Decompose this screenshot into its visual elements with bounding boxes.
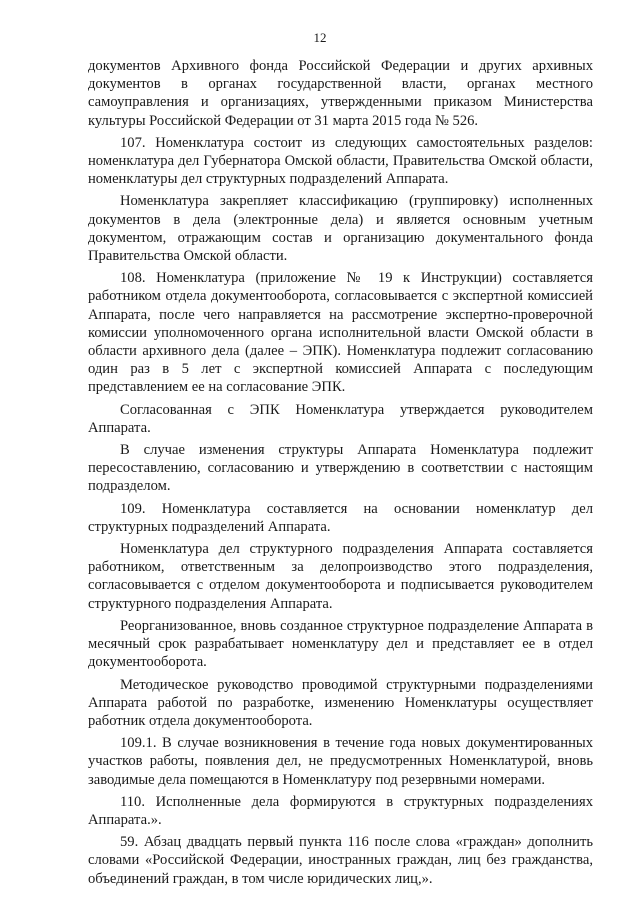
paragraph: Согласованная с ЭПК Номенклатура утверждается руководителем Аппарата.: [88, 401, 593, 436]
paragraph: документов Архивного фонда Российской Федерации и других архивных документов в органах государственной власти, органах местного самоуправления и организациях, утвержденными приказом Министерства культуры Российской Федерации от 31 марта 2015 года № 526.: [88, 58, 593, 129]
paragraph: 59. Абзац двадцать первый пункта 116 после слова «граждан» дополнить словами «Российской Федерации, иностранных граждан, лиц без гражданства, объединений граждан, в том числе юридических лиц,».: [88, 834, 593, 887]
paragraph: Методическое руководство проводимой структурными подразделениями Аппарата работой по разработке, изменению Номенклатуры осуществляет работник отдела документооборота.: [88, 676, 593, 729]
paragraph: 109. Номенклатура составляется на основании номенклатур дел структурных подразделений Аппарата.: [88, 500, 593, 535]
paragraph: Реорганизованное, вновь созданное структурное подразделение Аппарата в месячный срок разрабатывает номенклатуру дел и представляет ее в отдел документооборота.: [88, 617, 593, 671]
page-number: 12: [313, 30, 327, 45]
paragraph: 108. Номенклатура (приложение № 19 к Инструкции) составляется работником отдела документооборота, согласовывается с экспертной комиссией Аппарата, после чего направляется на рассмотрение экспертно-проверочной комиссии уполномоченного органа исполнительной власти Омской области в области архивного дела (далее – ЭПК). Номенклатура подлежит согласованию один раз в 5 лет с экспертной комиссией Аппарата с последующим представлением ее на согласование ЭПК.: [88, 270, 593, 396]
paragraph: 109.1. В случае возникновения в течение года новых документированных участков работы, появления дел, не предусмотренных Номенклатурой, вновь заводимые дела помещаются в Номенклатуру под резервными номерами.: [88, 735, 593, 788]
paragraph: 107. Номенклатура состоит из следующих самостоятельных разделов: номенклатура дел Губернатора Омской области, Правительства Омской области, номенклатуры дел структурных подразделений Аппарата.: [88, 134, 593, 188]
paragraph: Номенклатура закрепляет классификацию (группировку) исполненных документов в дела (электронные дела) и является основным учетным документом, отражающим состав и организацию документального фонда Правительства Омской области.: [88, 193, 593, 265]
paragraph: Номенклатура дел структурного подразделения Аппарата составляется работником, ответственным за делопроизводство этого подразделения, согласовывается с отделом документооборота и подписывается руководителем структурного подразделения Аппарата.: [88, 541, 593, 612]
paragraph: В случае изменения структуры Аппарата Номенклатура подлежит пересоставлению, согласованию и утверждению в соответствии с настоящим подразделом.: [88, 442, 593, 495]
document-body: [88, 57, 593, 892]
paragraph: 110. Исполненные дела формируются в структурных подразделениях Аппарата.».: [88, 793, 593, 828]
